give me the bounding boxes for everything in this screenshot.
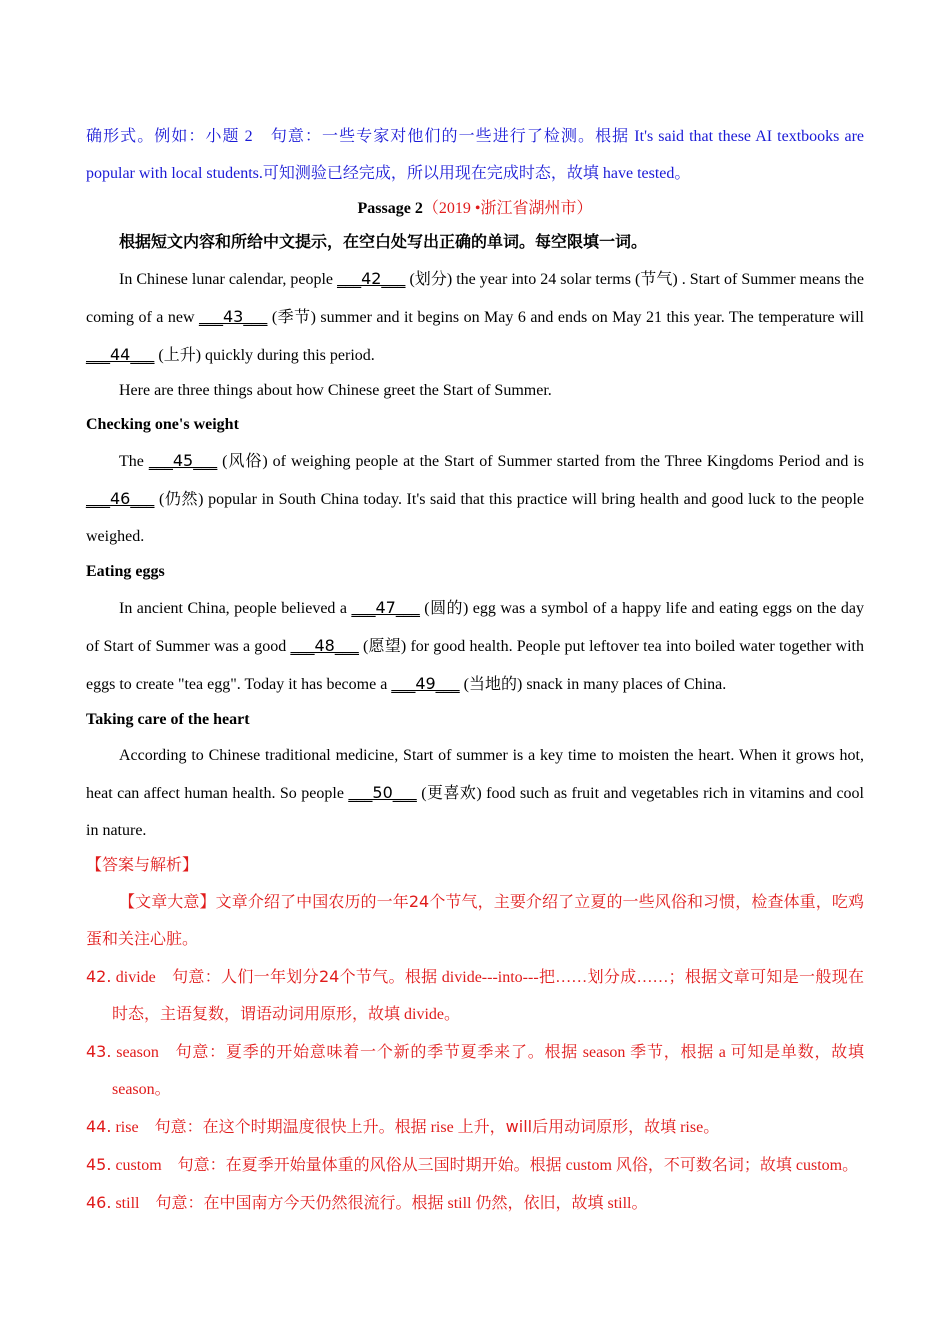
answer-46 <box>86 1184 864 1222</box>
answer-explanation-2: 个节气。根据 divide---into---把……划分成……；根据文章可知是一般现在时态，主语复数，谓语动词用原形，故填 divide。 <box>112 969 865 1023</box>
eggs-text-4: (当地的) snack in many places of China. <box>459 676 727 693</box>
para1-text-3: (季节) summer and it begins on May 6 and ends on May 21 this year. The temperature will <box>267 309 865 326</box>
passage-label: Passage 2 <box>357 200 423 217</box>
section-heading-eggs: Eating eggs <box>86 563 165 580</box>
answer-word: season <box>116 1044 159 1061</box>
answer-43 <box>86 1033 864 1108</box>
blank-42: ___42___ <box>337 269 406 288</box>
paragraph-2: Here are three things about how Chinese greet the Start of Summer. <box>119 382 552 399</box>
answer-word: still <box>115 1195 140 1212</box>
answer-number: 45. <box>86 1155 112 1174</box>
section-heading-weight: Checking one's weight <box>86 416 239 433</box>
answer-number-inline: will <box>505 1117 533 1136</box>
blank-48: ___48___ <box>290 636 359 655</box>
answer-explanation-1: 句意：夏季的开始意味着一个新的季节夏季来了。根据 season 季节，根据 a 可知是单数，故填 season。 <box>112 1044 864 1098</box>
summary-number: 24 <box>408 892 430 911</box>
weight-text-1: The <box>119 453 149 470</box>
document-page <box>86 118 864 1222</box>
answer-number: 42. <box>86 967 112 986</box>
passage-title <box>86 192 864 226</box>
intro-explanation <box>86 118 864 192</box>
summary-label: 【文章大意】 <box>119 894 216 911</box>
answer-number-inline: 24 <box>318 967 340 986</box>
passage-source: （2019 •浙江省湖州市） <box>422 200 593 217</box>
weight-text-2: (风俗) of weighing people at the Start of Summer started from the Three Kingdoms Period and is <box>217 453 864 470</box>
section-eggs-body <box>86 589 864 703</box>
answer-explanation-1: 句意：在夏季开始量体重的风俗从三国时期开始。根据 custom 风俗，不可数名词；故填 custom。 <box>177 1157 859 1174</box>
para1-text-2: (划分) the year into 24 solar terms (节气) . Start of Summer means the coming of a new <box>86 271 865 326</box>
intro-line-2: popular with local students.可知测验已经完成，所以用现在完成时态，故填 have tested。 <box>86 165 691 182</box>
answer-header: 【答案与解析】 <box>86 857 199 874</box>
answer-44 <box>86 1108 864 1146</box>
summary-text-2: 个节气，主要介绍了立夏的一些风俗和习惯，检查体重，吃鸡蛋和关注心脏。 <box>86 894 864 948</box>
answer-word: divide <box>115 969 156 986</box>
answer-word: rise <box>115 1119 139 1136</box>
answer-number: 43. <box>86 1042 112 1061</box>
eggs-text-1: In ancient China, people believed a <box>119 600 352 617</box>
instructions: 根据短文内容和所给中文提示，在空白处写出正确的单词。每空限填一词。 <box>119 234 648 251</box>
eggs-text-3: (愿望) for good health. People put leftover tea into boiled water together with eggs to create "tea egg". Today it has become a <box>86 638 864 693</box>
answer-explanation-2: 后用动词原形，故填 rise。 <box>532 1119 720 1136</box>
para1-text-1: In Chinese lunar calendar, people <box>119 271 338 288</box>
blank-50: ___50___ <box>348 783 417 802</box>
answer-explanation-1: 句意：在这个时期温度很快上升。根据 rise 上升， <box>154 1119 506 1136</box>
weight-text-3: (仍然) popular in South China today. It's said that this practice will bring health and good luck to the people weighed. <box>86 491 864 545</box>
section-weight-body <box>86 442 864 555</box>
answer-42 <box>86 958 864 1033</box>
blank-46: ___46___ <box>86 489 155 508</box>
eggs-text-2: (圆的) egg was a symbol of a happy life and eating eggs on the day of Start of Summer was a good <box>86 600 864 655</box>
blank-43: ___43___ <box>198 307 268 326</box>
blank-49: ___49___ <box>391 674 460 693</box>
answer-number: 46. <box>86 1193 112 1212</box>
paragraph-1 <box>86 260 864 374</box>
summary-text-1: 文章介绍了中国农历的一年 <box>215 894 409 911</box>
heart-text-1: According to Chinese traditional medicine, Start of summer is a key time to moisten the heart. When it grows hot, heat can affect human health. So people <box>86 747 864 802</box>
blank-47: ___47___ <box>351 598 420 617</box>
section-heading-heart: Taking care of the heart <box>86 711 250 728</box>
blank-45: ___45___ <box>148 451 218 470</box>
para1-text-4: (上升) quickly during this period. <box>154 347 375 364</box>
summary <box>86 883 864 958</box>
answer-explanation-1: 句意：在中国南方今天仍然很流行。根据 still 仍然，依旧，故填 still。 <box>155 1195 648 1212</box>
answer-explanation-1: 句意：人们一年划分 <box>171 969 319 986</box>
answer-number: 44. <box>86 1117 112 1136</box>
section-heart-body <box>86 737 864 849</box>
answer-45 <box>86 1146 864 1184</box>
blank-44: ___44___ <box>86 345 155 364</box>
heart-text-2: (更喜欢) food such as fruit and vegetables rich in vitamins and cool in nature. <box>86 785 864 839</box>
intro-line-1: 确形式。例如：小题 2 句意：一些专家对他们的一些进行了检测。根据 It's said that these AI textbooks are <box>86 128 864 145</box>
answer-word: custom <box>115 1157 162 1174</box>
